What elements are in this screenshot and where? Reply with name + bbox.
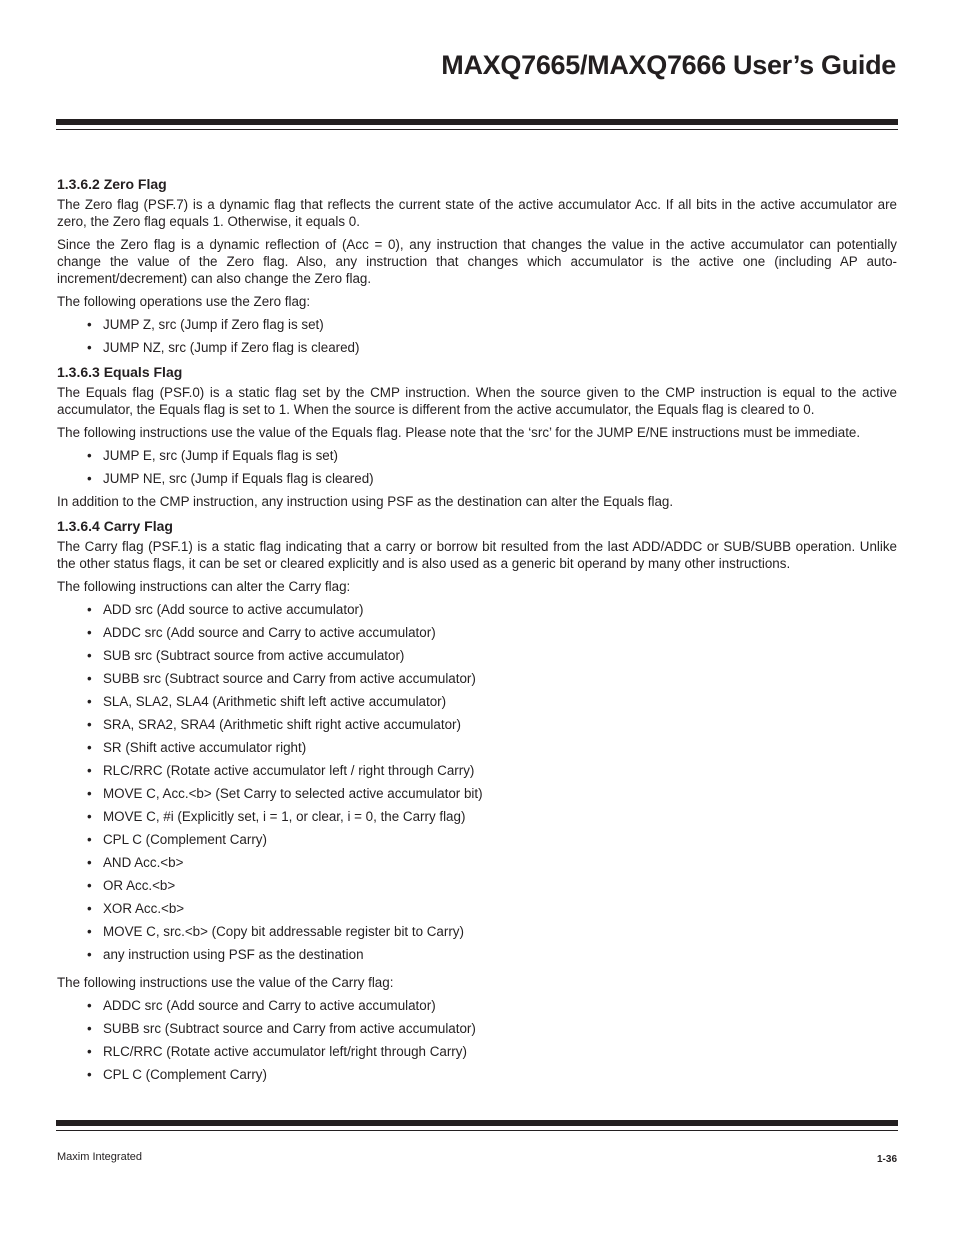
paragraph: In addition to the CMP instruction, any instruction using PSF as the destination can alter the Equals flag. xyxy=(57,494,674,509)
list-item: • SRA, SRA2, SRA4 (Arithmetic shift right active accumulator) xyxy=(57,716,897,733)
list-item: • CPL C (Complement Carry) xyxy=(57,1066,897,1083)
list-item: • SR (Shift active accumulator right) xyxy=(57,739,897,756)
list-item: • ADDC src (Add source and Carry to active accumulator) xyxy=(57,997,897,1014)
bullet-list xyxy=(57,447,897,487)
section-heading: 1.3.6.2 Zero Flag xyxy=(57,176,167,192)
section-heading: 1.3.6.3 Equals Flag xyxy=(57,364,183,380)
list-item: • JUMP E, src (Jump if Equals flag is set) xyxy=(57,447,897,464)
list-item: • JUMP NE, src (Jump if Equals flag is cleared) xyxy=(57,470,897,487)
list-item: • JUMP Z, src (Jump if Zero flag is set) xyxy=(57,316,897,333)
bullet-list xyxy=(57,997,897,1083)
section-equals-flag xyxy=(57,362,897,510)
list-item: • SUBB src (Subtract source and Carry from active accumulator) xyxy=(57,1020,897,1037)
header-rule-thick xyxy=(56,119,898,125)
section-carry-flag xyxy=(57,516,897,1083)
header-rule-thin xyxy=(56,129,898,130)
page-number: 1-36 xyxy=(876,1154,897,1165)
list-item: • SUBB src (Subtract source and Carry from active accumulator) xyxy=(57,670,897,687)
list-item: • MOVE C, src.<b> (Copy bit addressable register bit to Carry) xyxy=(57,923,897,940)
paragraph: The following instructions can alter the Carry flag: xyxy=(57,579,351,594)
list-item: • RLC/RRC (Rotate active accumulator left/right through Carry) xyxy=(57,1043,897,1060)
list-item: • any instruction using PSF as the destination xyxy=(57,946,897,963)
list-item: • OR Acc.<b> xyxy=(57,877,897,894)
section-zero-flag xyxy=(57,174,897,356)
bullet-list xyxy=(57,316,897,356)
list-item: • SUB src (Subtract source from active accumulator) xyxy=(57,647,897,664)
paragraph: The following instructions use the value of the Equals flag. Please note that the ‘src’ for the JUMP E/NE instructions must be immediate. xyxy=(57,425,861,440)
list-item: • JUMP NZ, src (Jump if Zero flag is cleared) xyxy=(57,339,897,356)
list-item: • RLC/RRC (Rotate active accumulator left / right through Carry) xyxy=(57,762,897,779)
list-item: • ADD src (Add source to active accumulator) xyxy=(57,601,897,618)
paragraph: Since the Zero flag is a dynamic reflection of (Acc = 0), any instruction that changes the value in the active accumulator can potentially change the value of the Zero flag. Also, any instruction that changes which accumulator is the active one (including AP auto-increment/decrement) can also change the Zero flag. xyxy=(57,237,897,286)
paragraph: The Equals flag (PSF.0) is a static flag set by the CMP instruction. When the source given to the CMP instruction is equal to the active accumulator, the Equals flag is set to 1. When the source is different from the active accumulator, the Equals flag is cleared to 0. xyxy=(57,385,897,417)
list-item: • MOVE C, #i (Explicitly set, i = 1, or clear, i = 0, the Carry flag) xyxy=(57,808,897,825)
page-content xyxy=(57,174,897,1089)
document-title: MAXQ7665/MAXQ7666 User’s Guide xyxy=(441,50,896,80)
paragraph: The Zero flag (PSF.7) is a dynamic flag that reflects the current state of the active accumulator Acc. If all bits in the active accumulator are zero, the Zero flag equals 1. Otherwise, it equals 0. xyxy=(57,197,897,229)
section-heading: 1.3.6.4 Carry Flag xyxy=(57,518,173,534)
list-item: • XOR Acc.<b> xyxy=(57,900,897,917)
footer-company: Maxim Integrated xyxy=(57,1151,142,1163)
bullet-list xyxy=(57,601,897,963)
list-item: • MOVE C, Acc.<b> (Set Carry to selected active accumulator bit) xyxy=(57,785,897,802)
paragraph: The following instructions use the value of the Carry flag: xyxy=(57,975,394,990)
list-item: • ADDC src (Add source and Carry to active accumulator) xyxy=(57,624,897,641)
list-item: • AND Acc.<b> xyxy=(57,854,897,871)
list-item: • SLA, SLA2, SLA4 (Arithmetic shift left active accumulator) xyxy=(57,693,897,710)
list-item: • CPL C (Complement Carry) xyxy=(57,831,897,848)
paragraph: The following operations use the Zero flag: xyxy=(57,294,311,309)
footer-rule-thin xyxy=(56,1130,898,1131)
footer-rule-thick xyxy=(56,1120,898,1126)
paragraph: The Carry flag (PSF.1) is a static flag indicating that a carry or borrow bit resulted from the last ADD/ADDC or SUB/SUBB operation. Unlike the other status flags, it can be set or cleared explicitly and is also used as a generic bit operand by many other instructions. xyxy=(57,539,897,571)
